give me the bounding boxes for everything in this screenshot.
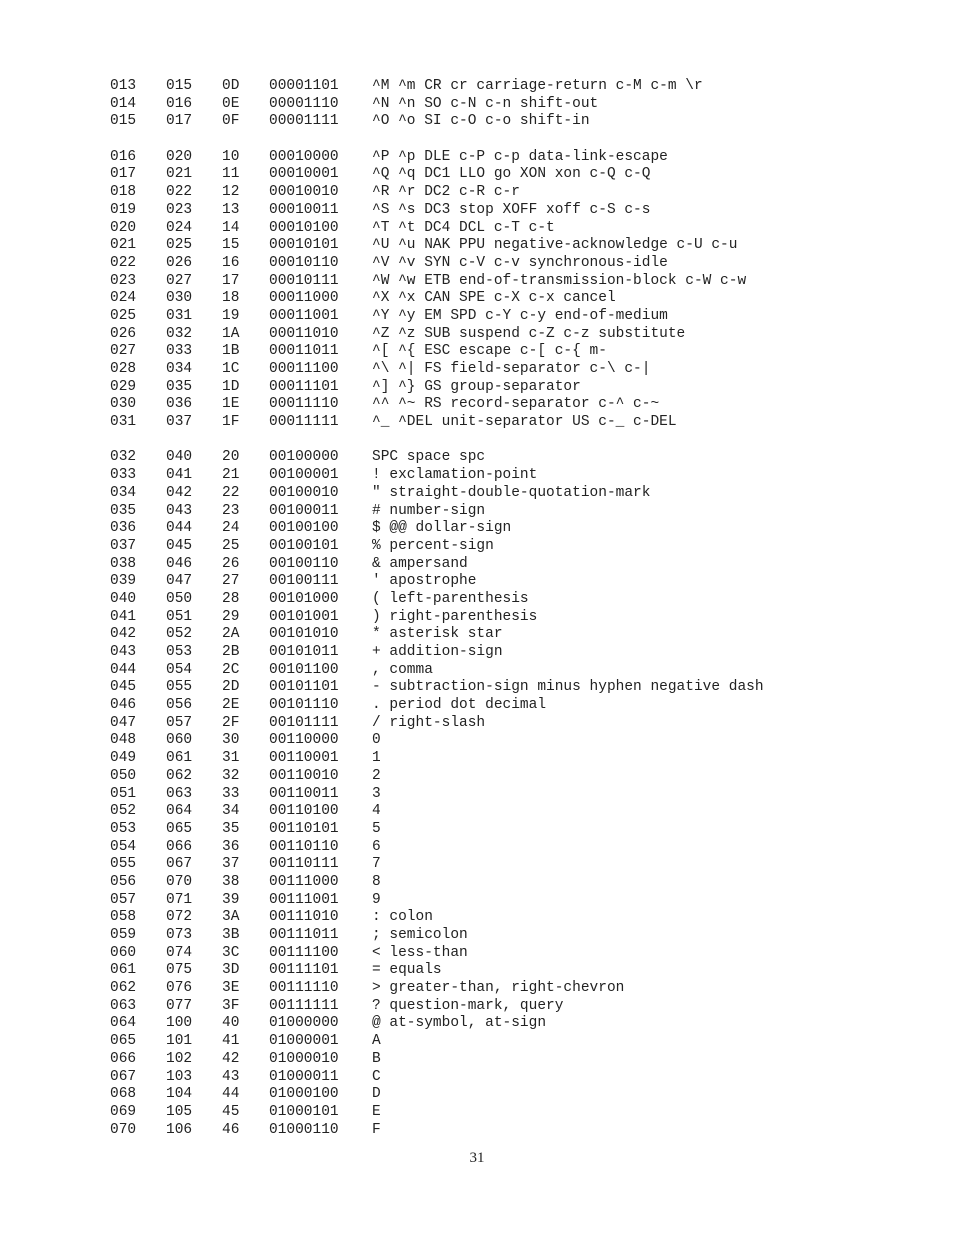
decimal-code: 049: [110, 750, 137, 767]
character-description: ^N ^n SO c-N c-n shift-out: [372, 95, 599, 112]
decimal-code: 043: [110, 644, 137, 660]
hex-code: 2F: [222, 714, 240, 731]
hex-code: 38: [222, 873, 240, 890]
binary-code: 01000000: [269, 1015, 339, 1032]
binary-code: 00010010: [269, 184, 339, 201]
hex-code: 41: [222, 1033, 240, 1050]
octal-code: 055: [166, 679, 193, 696]
character-description: 9: [372, 891, 381, 908]
binary-code: 00110010: [269, 767, 339, 784]
character-description: ^\ ^| FS field-separator c-\ c-|: [372, 361, 651, 377]
character-description: E: [372, 1103, 381, 1120]
character-description: ; semicolon: [372, 927, 468, 943]
decimal-code: 032: [110, 449, 137, 466]
character-description: < less-than: [372, 944, 468, 961]
character-description: ^R ^r DC2 c-R c-r: [372, 184, 520, 201]
hex-code: 3C: [222, 944, 240, 961]
character-description: 4: [372, 803, 381, 820]
hex-code: 45: [222, 1103, 240, 1120]
character-description: ^_ ^DEL unit-separator US c-_ c-DEL: [372, 414, 677, 431]
octal-code: 050: [166, 590, 193, 607]
character-description: ^P ^p DLE c-P c-p data-link-escape: [372, 148, 668, 165]
decimal-code: 023: [110, 272, 137, 289]
decimal-code: 036: [110, 520, 137, 537]
decimal-code: 041: [110, 608, 137, 625]
binary-code: 00100011: [269, 502, 339, 519]
octal-code: 060: [166, 732, 193, 749]
binary-code: 00101001: [269, 608, 339, 625]
hex-code: 23: [222, 502, 240, 519]
decimal-code: 054: [110, 838, 137, 855]
hex-code: 1B: [222, 343, 240, 360]
binary-code: 00100101: [269, 537, 339, 554]
character-description: ^O ^o SI c-O c-o shift-in: [372, 113, 590, 130]
decimal-code: 031: [110, 414, 137, 431]
octal-code: 026: [166, 254, 193, 271]
decimal-code: 017: [110, 166, 137, 183]
character-description: - subtraction-sign minus hyphen negative dash: [372, 679, 764, 696]
octal-code: 041: [166, 467, 193, 484]
octal-code: 070: [166, 873, 193, 890]
hex-code: 35: [222, 820, 240, 837]
decimal-code: 061: [110, 962, 137, 979]
octal-code: 061: [166, 750, 193, 767]
binary-code: 01000101: [269, 1103, 339, 1120]
decimal-code: 064: [110, 1015, 137, 1032]
decimal-code: 020: [110, 219, 137, 236]
binary-code: 00001111: [269, 113, 339, 130]
binary-code: 01000001: [269, 1033, 339, 1050]
hex-code: 15: [222, 237, 240, 254]
character-description: ) right-parenthesis: [372, 608, 538, 625]
decimal-code: 037: [110, 537, 137, 554]
octal-code: 016: [166, 95, 193, 112]
decimal-code: 028: [110, 361, 137, 377]
octal-code: 105: [166, 1103, 193, 1120]
binary-code: 01000110: [269, 1121, 339, 1138]
character-description: ! exclamation-point: [372, 467, 538, 484]
hex-code: 29: [222, 608, 240, 625]
character-description: & ampersand: [372, 555, 468, 572]
hex-code: 2D: [222, 679, 240, 696]
hex-code: 19: [222, 307, 240, 324]
decimal-code: 056: [110, 873, 137, 890]
character-description: SPC space spc: [372, 449, 486, 466]
hex-code: 22: [222, 484, 240, 501]
character-description: ^Q ^q DC1 LLO go XON xon c-Q c-Q: [372, 166, 651, 183]
decimal-code: 039: [110, 573, 137, 590]
octal-code: 043: [166, 502, 193, 519]
octal-code: 076: [166, 980, 193, 997]
hex-code: 12: [222, 184, 240, 201]
decimal-code: 055: [110, 856, 137, 873]
hex-code: 34: [222, 803, 240, 820]
decimal-code: 052: [110, 803, 137, 820]
character-description: ^U ^u NAK PPU negative-acknowledge c-U c-u: [372, 237, 738, 254]
octal-code: 015: [166, 78, 193, 94]
hex-code: 1E: [222, 396, 240, 413]
octal-code: 100: [166, 1015, 193, 1032]
binary-code: 00101011: [269, 644, 339, 660]
character-description: = equals: [372, 962, 442, 979]
decimal-code: 038: [110, 555, 137, 572]
decimal-code: 034: [110, 484, 137, 501]
octal-code: 024: [166, 219, 193, 236]
binary-code: 00110100: [269, 803, 339, 820]
octal-code: 035: [166, 378, 193, 395]
binary-code: 00001110: [269, 95, 339, 112]
decimal-code: 045: [110, 679, 137, 696]
decimal-code: 062: [110, 980, 137, 997]
decimal-code: 059: [110, 927, 137, 943]
decimal-code: 070: [110, 1121, 137, 1138]
binary-code: 01000010: [269, 1050, 339, 1067]
decimal-code: 050: [110, 767, 137, 784]
binary-code: 00110001: [269, 750, 339, 767]
hex-code: 24: [222, 520, 240, 537]
binary-code: 00011010: [269, 325, 339, 342]
character-description: ^Y ^y EM SPD c-Y c-y end-of-medium: [372, 307, 668, 324]
hex-code: 3B: [222, 927, 240, 943]
binary-code: 00101100: [269, 661, 339, 678]
hex-code: 2B: [222, 644, 240, 660]
binary-code: 00101111: [269, 714, 339, 731]
octal-code: 072: [166, 909, 193, 926]
octal-code: 025: [166, 237, 193, 254]
decimal-code: 027: [110, 343, 137, 360]
octal-code: 104: [166, 1086, 193, 1103]
binary-code: 00010101: [269, 237, 339, 254]
character-description: ' apostrophe: [372, 573, 477, 590]
decimal-code: 035: [110, 502, 137, 519]
decimal-code: 015: [110, 113, 137, 130]
octal-code: 044: [166, 520, 193, 537]
octal-code: 077: [166, 997, 193, 1014]
binary-code: 00011101: [269, 378, 339, 395]
octal-code: 017: [166, 113, 193, 130]
hex-code: 46: [222, 1121, 240, 1138]
binary-code: 00101000: [269, 590, 339, 607]
binary-code: 00100111: [269, 573, 339, 590]
character-description: ( left-parenthesis: [372, 590, 529, 607]
octal-code: 067: [166, 856, 193, 873]
character-description: % percent-sign: [372, 537, 494, 554]
decimal-code: 019: [110, 201, 137, 218]
hex-code: 42: [222, 1050, 240, 1067]
binary-code: 00001101: [269, 78, 339, 94]
decimal-code: 014: [110, 95, 137, 112]
character-description: ^M ^m CR cr carriage-return c-M c-m \r: [372, 78, 703, 94]
binary-code: 00100100: [269, 520, 339, 537]
binary-code: 00111010: [269, 909, 339, 926]
hex-code: 0E: [222, 95, 240, 112]
binary-code: 00110111: [269, 856, 339, 873]
character-description: + addition-sign: [372, 644, 503, 660]
octal-code: 071: [166, 891, 193, 908]
octal-code: 023: [166, 201, 193, 218]
binary-code: 00011001: [269, 307, 339, 324]
hex-code: 1A: [222, 325, 240, 342]
octal-code: 073: [166, 927, 193, 943]
octal-code: 064: [166, 803, 193, 820]
octal-code: 045: [166, 537, 193, 554]
character-description: / right-slash: [372, 714, 486, 731]
hex-code: 3F: [222, 997, 240, 1014]
octal-code: 036: [166, 396, 193, 413]
octal-code: 101: [166, 1033, 193, 1050]
binary-code: 00010100: [269, 219, 339, 236]
character-description: , comma: [372, 661, 433, 678]
hex-code: 30: [222, 732, 240, 749]
octal-code: 063: [166, 785, 193, 802]
character-description: . period dot decimal: [372, 697, 547, 714]
hex-code: 2E: [222, 697, 240, 714]
decimal-code: 016: [110, 148, 137, 165]
decimal-code: 066: [110, 1050, 137, 1067]
decimal-code: 033: [110, 467, 137, 484]
binary-code: 00011100: [269, 361, 339, 377]
character-description: ^V ^v SYN c-V c-v synchronous-idle: [372, 254, 668, 271]
octal-code: 047: [166, 573, 193, 590]
binary-code: 00010110: [269, 254, 339, 271]
character-description: ^S ^s DC3 stop XOFF xoff c-S c-s: [372, 201, 651, 218]
decimal-code: 053: [110, 820, 137, 837]
binary-code: 01000100: [269, 1086, 339, 1103]
character-description: * asterisk star: [372, 626, 503, 643]
character-description: 0: [372, 732, 381, 749]
decimal-code: 068: [110, 1086, 137, 1103]
binary-code: 01000011: [269, 1068, 339, 1085]
character-description: ^^ ^~ RS record-separator c-^ c-~: [372, 396, 660, 413]
octal-code: 020: [166, 148, 193, 165]
octal-code: 040: [166, 449, 193, 466]
octal-code: 021: [166, 166, 193, 183]
hex-code: 2C: [222, 661, 240, 678]
character-description: ^T ^t DC4 DCL c-T c-t: [372, 219, 555, 236]
binary-code: 00111011: [269, 927, 339, 943]
binary-code: 00111110: [269, 980, 339, 997]
octal-code: 074: [166, 944, 193, 961]
hex-code: 28: [222, 590, 240, 607]
decimal-code: 051: [110, 785, 137, 802]
character-description: 8: [372, 873, 381, 890]
binary-code: 00010001: [269, 166, 339, 183]
octal-code: 065: [166, 820, 193, 837]
decimal-code: 021: [110, 237, 137, 254]
binary-code: 00011111: [269, 414, 339, 431]
binary-code: 00111000: [269, 873, 339, 890]
octal-code: 027: [166, 272, 193, 289]
character-description: # number-sign: [372, 502, 486, 519]
binary-code: 00100000: [269, 449, 339, 466]
binary-code: 00010111: [269, 272, 339, 289]
octal-code: 034: [166, 361, 193, 377]
binary-code: 00101101: [269, 679, 339, 696]
octal-code: 037: [166, 414, 193, 431]
decimal-code: 047: [110, 714, 137, 731]
hex-code: 1F: [222, 414, 240, 431]
octal-code: 062: [166, 767, 193, 784]
character-description: ? question-mark, query: [372, 997, 564, 1014]
decimal-code: 044: [110, 661, 137, 678]
character-description: ^] ^} GS group-separator: [372, 378, 581, 395]
decimal-code: 067: [110, 1068, 137, 1085]
hex-code: 33: [222, 785, 240, 802]
hex-code: 37: [222, 856, 240, 873]
hex-code: 26: [222, 555, 240, 572]
hex-code: 43: [222, 1068, 240, 1085]
hex-code: 21: [222, 467, 240, 484]
octal-code: 046: [166, 555, 193, 572]
decimal-code: 058: [110, 909, 137, 926]
binary-code: 00010000: [269, 148, 339, 165]
character-description: B: [372, 1050, 381, 1067]
hex-code: 27: [222, 573, 240, 590]
binary-code: 00011110: [269, 396, 339, 413]
octal-code: 022: [166, 184, 193, 201]
binary-code: 00100110: [269, 555, 339, 572]
character-description: $ @@ dollar-sign: [372, 520, 512, 537]
hex-code: 16: [222, 254, 240, 271]
character-description: 1: [372, 750, 381, 767]
decimal-code: 029: [110, 378, 137, 395]
hex-code: 31: [222, 750, 240, 767]
hex-code: 25: [222, 537, 240, 554]
hex-code: 3A: [222, 909, 240, 926]
hex-code: 14: [222, 219, 240, 236]
character-description: ^[ ^{ ESC escape c-[ c-{ m-: [372, 343, 607, 360]
binary-code: 00110000: [269, 732, 339, 749]
octal-code: 057: [166, 714, 193, 731]
hex-code: 40: [222, 1015, 240, 1032]
binary-code: 00110110: [269, 838, 339, 855]
octal-code: 052: [166, 626, 193, 643]
hex-code: 32: [222, 767, 240, 784]
octal-code: 066: [166, 838, 193, 855]
binary-code: 00111100: [269, 944, 339, 961]
hex-code: 44: [222, 1086, 240, 1103]
decimal-code: 046: [110, 697, 137, 714]
character-description: ^W ^w ETB end-of-transmission-block c-W c-w: [372, 272, 747, 289]
hex-code: 10: [222, 148, 240, 165]
octal-code: 032: [166, 325, 193, 342]
binary-code: 00111001: [269, 891, 339, 908]
decimal-code: 018: [110, 184, 137, 201]
octal-code: 056: [166, 697, 193, 714]
decimal-code: 040: [110, 590, 137, 607]
decimal-code: 024: [110, 290, 137, 307]
octal-code: 106: [166, 1121, 193, 1138]
character-description: > greater-than, right-chevron: [372, 980, 625, 997]
binary-code: 00100001: [269, 467, 339, 484]
hex-code: 1C: [222, 361, 240, 377]
decimal-code: 069: [110, 1103, 137, 1120]
decimal-code: 060: [110, 944, 137, 961]
binary-code: 00101010: [269, 626, 339, 643]
binary-code: 00110101: [269, 820, 339, 837]
hex-code: 36: [222, 838, 240, 855]
binary-code: 00011000: [269, 290, 339, 307]
hex-code: 1D: [222, 378, 240, 395]
binary-code: 00100010: [269, 484, 339, 501]
page-number: 31: [469, 1150, 485, 1166]
character-description: : colon: [372, 909, 433, 926]
character-description: ^X ^x CAN SPE c-X c-x cancel: [372, 290, 616, 307]
decimal-code: 065: [110, 1033, 137, 1050]
hex-code: 3D: [222, 962, 240, 979]
character-description: F: [372, 1121, 381, 1138]
character-description: ^Z ^z SUB suspend c-Z c-z substitute: [372, 325, 686, 342]
hex-code: 2A: [222, 626, 240, 643]
binary-code: 00110011: [269, 785, 339, 802]
binary-code: 00101110: [269, 697, 339, 714]
character-description: C: [372, 1068, 381, 1085]
octal-code: 103: [166, 1068, 193, 1085]
character-description: 2: [372, 767, 381, 784]
hex-code: 11: [222, 166, 240, 183]
binary-code: 00111101: [269, 962, 339, 979]
character-description: 6: [372, 838, 381, 855]
octal-code: 075: [166, 962, 193, 979]
hex-code: 20: [222, 449, 240, 466]
character-description: " straight-double-quotation-mark: [372, 484, 651, 501]
character-description: 3: [372, 785, 381, 802]
character-description: D: [372, 1086, 381, 1103]
decimal-code: 022: [110, 254, 137, 271]
hex-code: 3E: [222, 980, 240, 997]
character-description: @ at-symbol, at-sign: [372, 1015, 547, 1032]
binary-code: 00111111: [269, 997, 339, 1014]
decimal-code: 042: [110, 626, 137, 643]
decimal-code: 030: [110, 396, 137, 413]
hex-code: 0D: [222, 78, 240, 94]
octal-code: 053: [166, 644, 193, 660]
octal-code: 033: [166, 343, 193, 360]
hex-code: 17: [222, 272, 240, 289]
hex-code: 0F: [222, 113, 240, 130]
decimal-code: 013: [110, 78, 137, 94]
hex-code: 39: [222, 891, 240, 908]
binary-code: 00011011: [269, 343, 339, 360]
hex-code: 13: [222, 201, 240, 218]
binary-code: 00010011: [269, 201, 339, 218]
character-description: 5: [372, 820, 381, 837]
character-description: 7: [372, 856, 381, 873]
decimal-code: 048: [110, 732, 137, 749]
octal-code: 042: [166, 484, 193, 501]
octal-code: 030: [166, 290, 193, 307]
octal-code: 031: [166, 307, 193, 324]
octal-code: 054: [166, 661, 193, 678]
decimal-code: 063: [110, 997, 137, 1014]
hex-code: 18: [222, 290, 240, 307]
octal-code: 051: [166, 608, 193, 625]
decimal-code: 025: [110, 307, 137, 324]
decimal-code: 026: [110, 325, 137, 342]
character-description: A: [372, 1033, 381, 1050]
decimal-code: 057: [110, 891, 137, 908]
octal-code: 102: [166, 1050, 193, 1067]
